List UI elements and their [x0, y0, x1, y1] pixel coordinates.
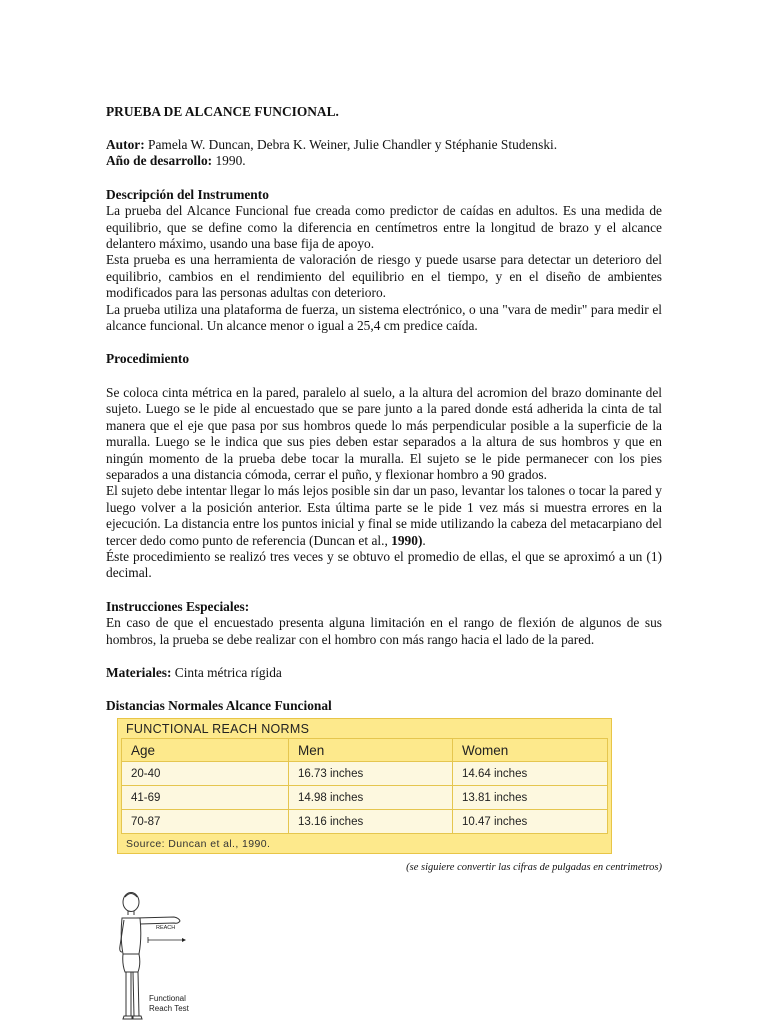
procedure-paragraph-2-end: .: [422, 532, 426, 548]
table-cell-age: 41-69: [122, 786, 289, 810]
materials-value: Cinta métrica rígida: [171, 664, 282, 680]
document-title: PRUEBA DE ALCANCE FUNCIONAL.: [106, 104, 339, 119]
procedure-citation-year: 1990): [391, 532, 423, 548]
column-header-men: Men: [289, 739, 453, 762]
norms-table-title: FUNCTIONAL REACH NORMS: [126, 722, 310, 736]
table-cell-age: 70-87: [122, 810, 289, 834]
author-value: Pamela W. Duncan, Debra K. Weiner, Julie Chandler y Stéphanie Studenski.: [144, 137, 558, 152]
reach-label: REACH: [156, 925, 176, 931]
figure-caption-line-1: Functional: [149, 994, 186, 1003]
procedure-paragraph-1: Se coloca cinta métrica en la pared, paralelo al suelo, a la altura del acromion del brazo dominante del sujeto. Luego se le pide al encuestado que se pare junto a la pared donde está adherida la cinta de tal manera que el eje que pasa por sus hombros quede lo más perpendicular posible a la superficie de la muralla. Luego se le indica que sus pies deben estar separados a la altura de sus hombros y que en ningún momento de la prueba debe tocar la muralla. El sujeto se le pide permanecer con los pies separados a una distancia cómoda, cerrar el puño, y flexionar hombro a 90 grados.: [106, 384, 662, 482]
year-line: [106, 153, 662, 169]
norms-heading: Distancias Normales Alcance Funcional: [106, 698, 332, 714]
functional-reach-illustration: [106, 888, 216, 1024]
description-paragraph-2: Esta prueba es una herramienta de valoración de riesgo y puede usarse para detectar un deterioro del equilibrio, cambios en el rendimiento del equilibrio en el tiempo, y en el diseño de ambientes modificados para las personas adultas con deterioro.: [106, 252, 662, 301]
functional-reach-norms-table: [117, 718, 612, 854]
figure-caption-line-2: Reach Test: [149, 1004, 189, 1013]
table-cell-women: 13.81 inches: [453, 786, 608, 810]
table-cell-men: 16.73 inches: [289, 762, 453, 786]
year-label: Año de desarrollo:: [106, 153, 213, 169]
norms-table-source: Source: Duncan et al., 1990.: [126, 838, 271, 850]
procedure-paragraph-2-text: El sujeto debe intentar llegar lo más lejos posible sin dar un paso, levantar los talones o tocar la pared y luego volver a la posición anterior. Esta última parte se le pide 1 vez más si muestra errores en la ejecución. La distancia entre los puntos inicial y final se mide utilizando la cabeza del metacarpiano del tercer dedo como punto de referencia (Duncan et al.,: [106, 483, 662, 548]
procedure-paragraph-3: Éste procedimiento se realizó tres veces y se obtuvo el promedio de ellas, el que se aproximó a un (1) decimal.: [106, 548, 662, 581]
materials-line: [106, 665, 662, 681]
author-line: [106, 137, 662, 153]
materials-label: Materiales:: [106, 664, 172, 680]
figure-caption: [149, 994, 189, 1014]
table-cell-age: 20-40: [122, 762, 289, 786]
special-instructions-heading: Instrucciones Especiales:: [106, 598, 250, 614]
description-heading: Descripción del Instrumento: [106, 186, 269, 202]
norms-table-grid: [121, 738, 608, 834]
table-row: [122, 810, 608, 834]
document-body: [106, 104, 662, 715]
procedure-paragraph-2: [106, 483, 662, 549]
table-cell-women: 10.47 inches: [453, 810, 608, 834]
description-paragraph-3: La prueba utiliza una plataforma de fuerza, un sistema electrónico, o una "vara de medir" para medir el alcance funcional. Un alcance menor o igual a 25,4 cm predice caída.: [106, 301, 662, 334]
procedure-heading: Procedimiento: [106, 351, 190, 367]
table-cell-women: 14.64 inches: [453, 762, 608, 786]
column-header-women: Women: [453, 739, 608, 762]
author-label: Autor:: [106, 137, 145, 152]
table-cell-men: 14.98 inches: [289, 786, 453, 810]
table-header-row: [122, 739, 608, 762]
year-value: 1990.: [212, 153, 246, 169]
table-cell-men: 13.16 inches: [289, 810, 453, 834]
table-row: [122, 786, 608, 810]
column-header-age: Age: [122, 739, 289, 762]
special-instructions-paragraph: En caso de que el encuestado presenta alguna limitación en el rango de flexión de algunos de sus hombros, la prueba se debe realizar con el hombro con más rango hacia el lado de la pared.: [106, 615, 662, 647]
description-paragraph-1: La prueba del Alcance Funcional fue creada como predictor de caídas en adultos. Es una medida de equilibrio, que se define como la diferencia en centímetros entre la longitud de brazo y el alcance delantero máximo, usando una base fija de apoyo.: [106, 203, 662, 252]
conversion-note: (se siguiere convertir las cifras de pulgadas en centrimetros): [406, 862, 662, 873]
table-row: [122, 762, 608, 786]
